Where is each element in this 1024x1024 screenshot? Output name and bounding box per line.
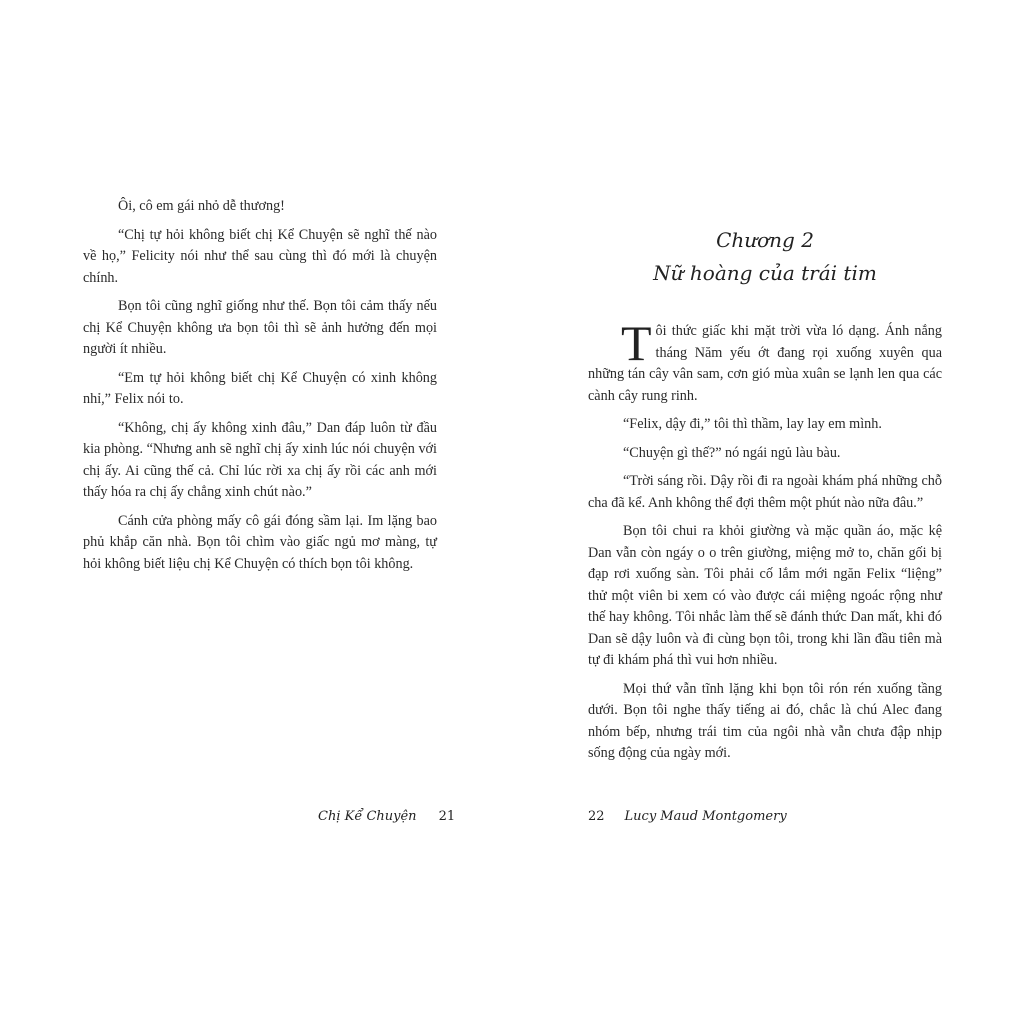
left-page bbox=[83, 196, 437, 582]
paragraph: “Chuyện gì thế?” nó ngái ngủ làu bàu. bbox=[623, 444, 841, 461]
page-number: 22 bbox=[588, 809, 605, 824]
first-paragraph-text: ôi thức giấc khi mặt trời vừa ló dạng. Ánh nắng tháng Năm yếu ớt đang rọi xuống xuyên qua những tán cây vân sam, cơn gió mùa xuân se lạnh len qua các cành cây rung rinh. bbox=[588, 323, 942, 404]
paragraph: “Không, chị ấy không xinh đâu,” Dan đáp luôn từ đầu kia phòng. “Nhưng anh sẽ nghĩ chị ấy xinh lúc nói chuyện với chị ấy. Ai cũng thế cả. Chỉ lúc rời xa chị ấy rồi các anh mới thấy hóa ra chị ấy chẳng xinh chút nào.” bbox=[83, 419, 437, 500]
drop-cap: T bbox=[621, 315, 652, 371]
right-page bbox=[588, 224, 942, 772]
paragraph: Ôi, cô em gái nhỏ dễ thương! bbox=[118, 198, 285, 214]
paragraph: Cánh cửa phòng mấy cô gái đóng sầm lại. Im lặng bao phủ khắp căn nhà. Bọn tôi chìm vào giấc ngủ mơ màng, tự hỏi không biết liệu chị Kể Chuyện có thích bọn tôi không. bbox=[83, 512, 437, 572]
page-number: 21 bbox=[438, 809, 456, 824]
chapter-heading bbox=[588, 224, 942, 290]
paragraph: Bọn tôi chui ra khỏi giường và mặc quần áo, mặc kệ Dan vẫn còn ngáy o o trên giường, miệng mở to, chăn gối bị đạp rơi xuống sàn. Tôi phải cố lắm mới ngăn Felix “liệng” thử một viên bi xem có vào được cái miệng ngoác rộng như thế hay không. Tôi nhắc làm thế sẽ đánh thức Dan mất, khi đó Dan sẽ dậy luôn và đi cùng bọn tôi, trong khi lần đầu tiên mà tự đi khám phá thì vui hơn nhiều. bbox=[588, 523, 942, 668]
paragraph: Bọn tôi cũng nghĩ giống như thế. Bọn tôi cảm thấy nếu chị Kể Chuyện không ưa bọn tôi thì sẽ ảnh hưởng đến mọi người ít nhiều. bbox=[83, 298, 437, 357]
first-paragraph bbox=[588, 315, 942, 407]
paragraph: Mọi thứ vẫn tĩnh lặng khi bọn tôi rón rén xuống tầng dưới. Bọn tôi nghe thấy tiếng ai đó, chắc là chú Alec đang nhóm bếp, nhưng trái tim của ngôi nhà vẫn chưa đập nhịp sống động của ngày mới. bbox=[588, 680, 942, 761]
paragraph: “Trời sáng rồi. Dậy rồi đi ra ngoài khám phá những chỗ cha đã kể. Anh không thể đợi thêm một phút nào nữa đâu.” bbox=[588, 473, 942, 511]
right-page-footer bbox=[588, 809, 787, 824]
chapter-number: Chương 2 bbox=[716, 228, 814, 252]
left-page-footer bbox=[318, 809, 455, 824]
paragraph: “Chị tự hỏi không biết chị Kể Chuyện sẽ nghĩ thế nào về họ,” Felicity nói như thể sau cùng thì đó mới là chuyện chính. bbox=[83, 226, 437, 286]
paragraph: “Em tự hỏi không biết chị Kể Chuyện có xinh không nhỉ,” Felix nói to. bbox=[83, 369, 437, 407]
running-title: Chị Kể Chuyện bbox=[318, 809, 417, 824]
chapter-title: Nữ hoàng của trái tim bbox=[653, 261, 877, 285]
running-author: Lucy Maud Montgomery bbox=[624, 809, 787, 824]
paragraph: “Felix, dậy đi,” tôi thì thầm, lay lay em mình. bbox=[623, 416, 882, 432]
